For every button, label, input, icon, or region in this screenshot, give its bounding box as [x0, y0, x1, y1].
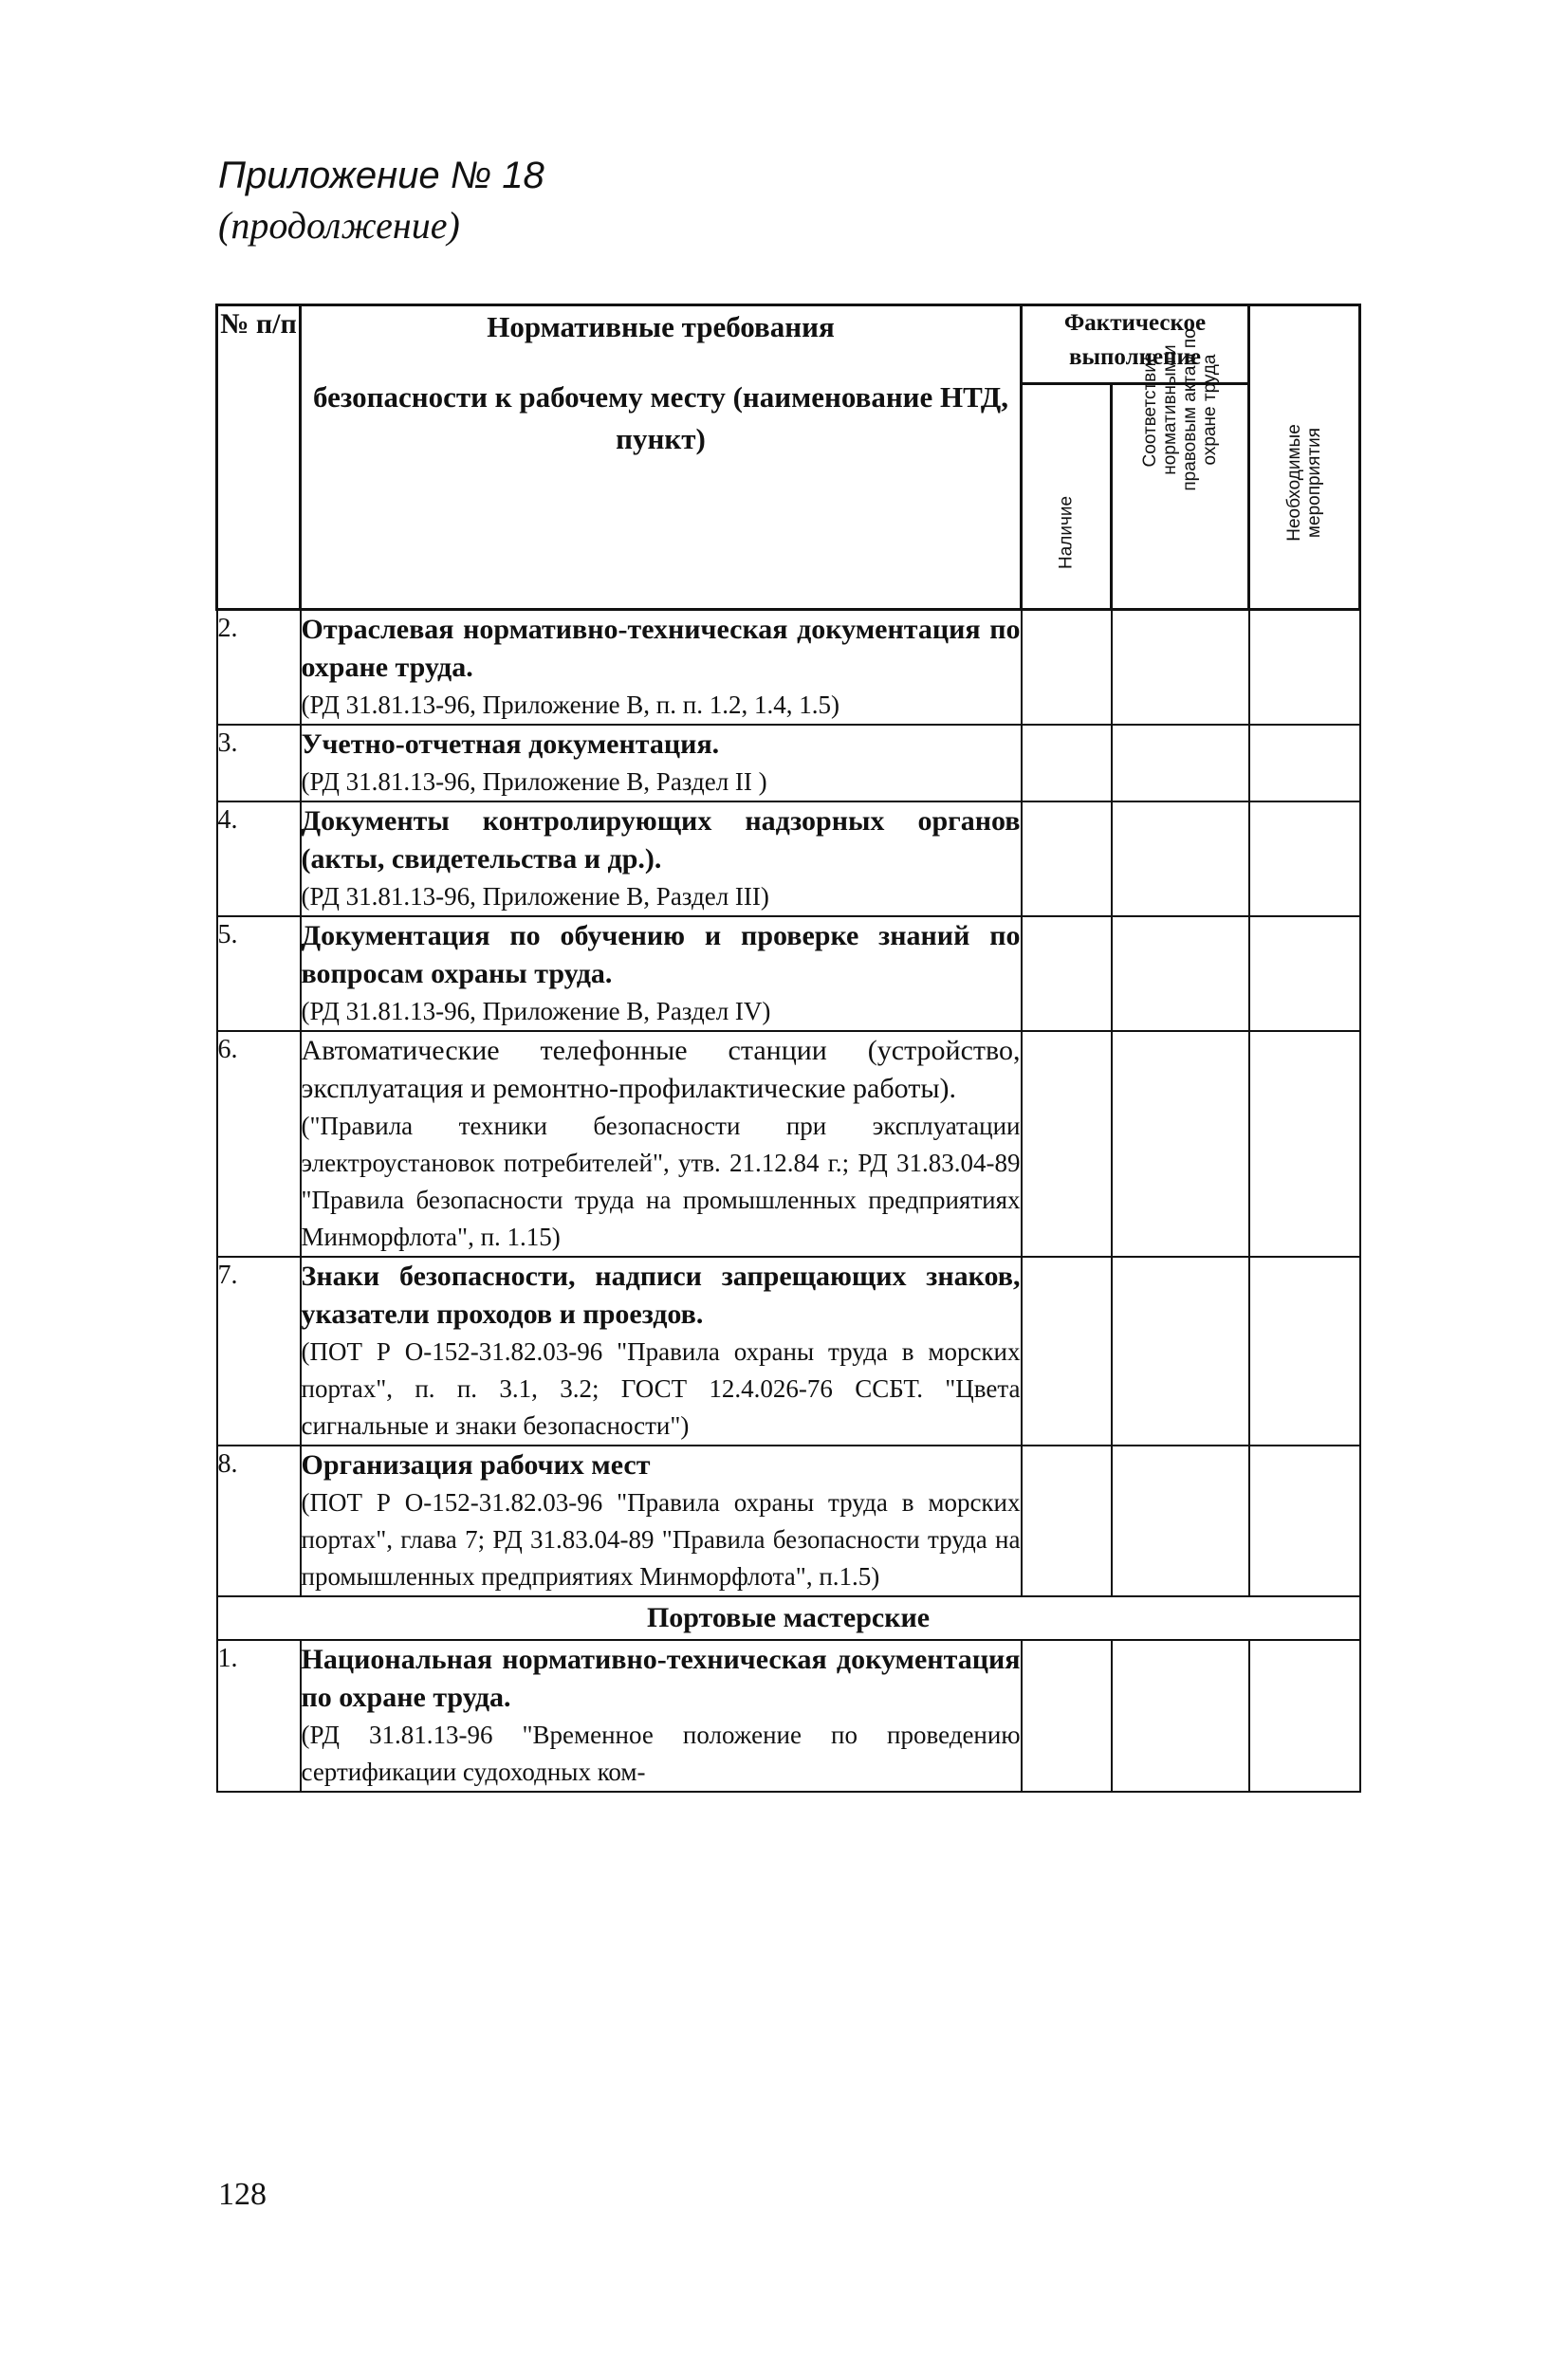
row-requirement — [301, 725, 1022, 801]
cell-measures[interactable] — [1249, 916, 1360, 1031]
row-num: 5. — [217, 916, 301, 1031]
row-title: Документы контролирующих надзорных органов (акты, свидетельства и др.). — [301, 805, 1021, 875]
cell-compliance[interactable] — [1112, 1031, 1249, 1257]
table-row — [217, 1031, 1360, 1257]
header-presence-label: Наличие — [1056, 495, 1077, 569]
row-title: Учетно-отчетная документация. — [301, 728, 720, 760]
table-row — [217, 1446, 1360, 1596]
row-title: Организация рабочих мест — [301, 1449, 651, 1481]
row-title: Документация по обучению и проверке знаний по вопросам охраны труда. — [301, 920, 1021, 989]
row-reference: ("Правила техники безопасности при эксплуатации электроустановок потребителей", утв. 21.12.84 г.; РД 31.83.04-89 "Правила безопасности труда на промышленных предприятиях Минморфлота", п. 1.15) — [301, 1112, 1021, 1251]
header-measures-label: Необходимые мероприятия — [1284, 424, 1325, 542]
cell-presence[interactable] — [1022, 610, 1112, 726]
appendix-subtitle: (продолжение) — [218, 204, 460, 247]
cell-compliance[interactable] — [1112, 610, 1249, 726]
row-requirement — [301, 1257, 1022, 1446]
header-compliance-label: Соответствие нормативным и правовым актам по охране труда — [1140, 328, 1220, 491]
row-reference: (РД 31.81.13-96, Приложение В, Раздел II ) — [301, 767, 767, 796]
header-requirements — [301, 305, 1022, 610]
row-num: 2. — [217, 610, 301, 726]
row-requirement — [301, 1640, 1022, 1792]
cell-presence[interactable] — [1022, 801, 1112, 916]
cell-presence[interactable] — [1022, 1257, 1112, 1446]
cell-measures[interactable] — [1249, 610, 1360, 726]
row-title: Национальная нормативно-техническая документация по охране труда. — [301, 1644, 1021, 1713]
cell-measures[interactable] — [1249, 1257, 1360, 1446]
row-num: 4. — [217, 801, 301, 916]
header-presence — [1022, 384, 1112, 610]
cell-compliance[interactable] — [1112, 1446, 1249, 1596]
row-reference: (ПОТ Р О-152-31.82.03-96 "Правила охраны труда в морских портах", п. п. 3.1, 3.2; ГОСТ 12.4.026-76 ССБТ. "Цвета сигнальные и знаки безопасности") — [301, 1337, 1021, 1440]
header-measures — [1249, 305, 1360, 610]
section-title: Портовые мастерские — [217, 1596, 1360, 1640]
cell-compliance[interactable] — [1112, 1257, 1249, 1446]
cell-compliance[interactable] — [1112, 916, 1249, 1031]
table-row — [217, 1640, 1360, 1792]
cell-presence[interactable] — [1022, 725, 1112, 801]
row-requirement — [301, 916, 1022, 1031]
page-number: 128 — [218, 2177, 267, 2212]
row-title: Знаки безопасности, надписи запрещающих знаков, указатели проходов и проездов. — [301, 1261, 1021, 1330]
cell-compliance[interactable] — [1112, 801, 1249, 916]
row-title: Автоматические телефонные станции (устройство, эксплуатация и ремонтно-профилактические работы). — [301, 1035, 1021, 1104]
row-requirement — [301, 801, 1022, 916]
header-compliance — [1112, 328, 1249, 610]
cell-measures[interactable] — [1249, 1446, 1360, 1596]
header-requirements-line1: Нормативные требования — [487, 310, 835, 343]
row-num: 8. — [217, 1446, 301, 1596]
row-num: 3. — [217, 725, 301, 801]
header-num: № п/п — [217, 305, 301, 610]
cell-compliance[interactable] — [1112, 725, 1249, 801]
page-header — [218, 152, 787, 249]
table-row — [217, 610, 1360, 726]
header-actual: Фактическое выполнение — [1022, 305, 1249, 384]
row-reference: (РД 31.81.13-96, Приложение В, Раздел IV) — [301, 997, 771, 1025]
cell-presence[interactable] — [1022, 1640, 1112, 1792]
row-reference: (ПОТ Р О-152-31.82.03-96 "Правила охраны труда в морских портах", глава 7; РД 31.83.04-89 "Правила безопасности труда на промышленных предприятиях Минморфлота", п.1.5) — [301, 1488, 1021, 1591]
row-requirement — [301, 1446, 1022, 1596]
row-num: 6. — [217, 1031, 301, 1257]
cell-measures[interactable] — [1249, 1640, 1360, 1792]
cell-measures[interactable] — [1249, 725, 1360, 801]
header-requirements-line2: безопасности к рабочему месту (наименование НТД, пункт) — [313, 380, 1008, 455]
row-reference: (РД 31.81.13-96 "Временное положение по проведению сертификации судоходных ком- — [301, 1721, 1021, 1786]
row-reference: (РД 31.81.13-96, Приложение В, п. п. 1.2, 1.4, 1.5) — [301, 691, 839, 719]
table-row — [217, 916, 1360, 1031]
requirements-table — [215, 304, 1361, 1793]
row-reference: (РД 31.81.13-96, Приложение В, Раздел III) — [301, 882, 769, 911]
table-row — [217, 1257, 1360, 1446]
row-num: 1. — [217, 1640, 301, 1792]
appendix-title: Приложение № 18 — [218, 155, 544, 196]
cell-presence[interactable] — [1022, 1031, 1112, 1257]
section-row — [217, 1596, 1360, 1640]
cell-measures[interactable] — [1249, 801, 1360, 916]
cell-compliance[interactable] — [1112, 1640, 1249, 1792]
cell-measures[interactable] — [1249, 1031, 1360, 1257]
cell-presence[interactable] — [1022, 916, 1112, 1031]
table-row — [217, 725, 1360, 801]
row-requirement — [301, 1031, 1022, 1257]
table-row — [217, 801, 1360, 916]
cell-presence[interactable] — [1022, 1446, 1112, 1596]
row-num: 7. — [217, 1257, 301, 1446]
row-requirement — [301, 610, 1022, 726]
row-title: Отраслевая нормативно-техническая документация по охране труда. — [301, 614, 1021, 683]
